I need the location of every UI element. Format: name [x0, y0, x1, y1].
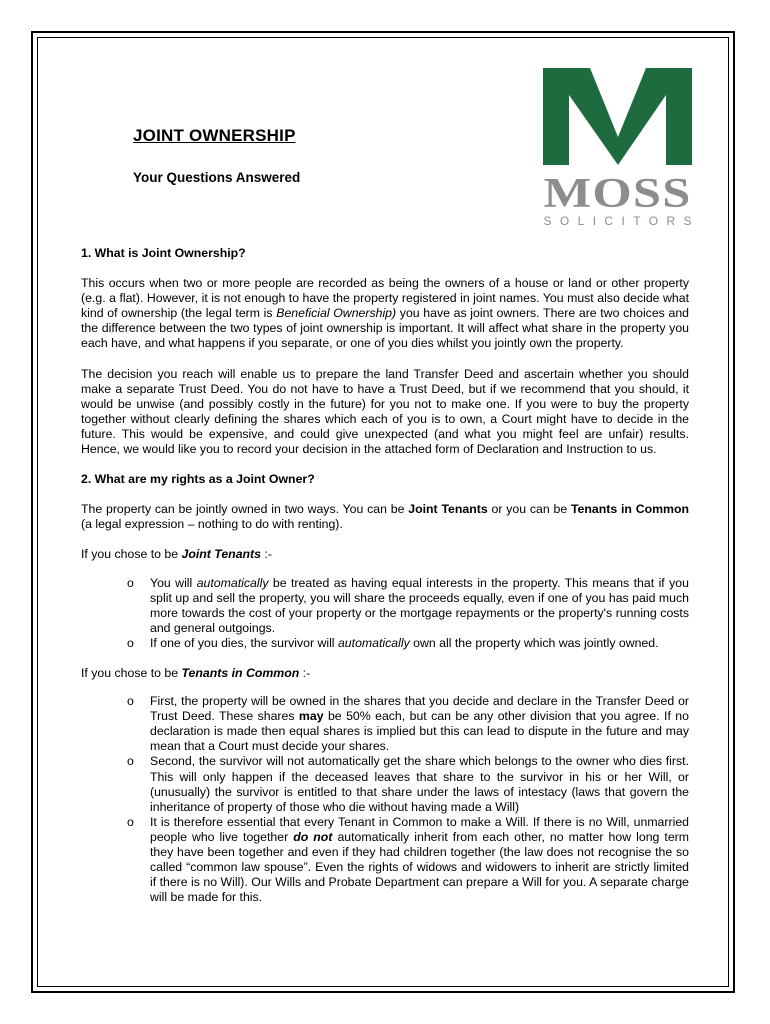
beneficial-ownership-term: Beneficial Ownership): [276, 306, 397, 321]
logo-tagline-text: SOLICITORS: [543, 214, 692, 228]
joint-tenants-list: [81, 576, 689, 651]
section-1-paragraph-2: The decision you reach will enable us to prepare the land Transfer Deed and ascertain whether you should make a separate Trust Deed. You do not have to have a Trust Deed, but if we recommend that you should, it would be unwise (and possibly costly in the future) for you not to make one. If you were to buy the property together without clearly defining the shares which each of you is to own, a Court might have to decide in the future. This would be expensive, and could give unexpected (and what you might feel are unfair) results. Hence, we would like you to record your decision in the attached form of Declaration and Instruction to us.: [81, 366, 689, 457]
list-item: o It is therefore essential that every Tenant in Common to make a Will. If there is no Will, unmarried people who live together do not automatically inherit from each other, no matter how long term they have been together and even if they had children together (the law does not recognise the so called “common law spouse”. Even the rights of widows and widowers to inherit are strictly limited if there is no Will). Our Wills and Probate Department can prepare a Will for you. A separate charge will be made for this.: [127, 814, 689, 905]
tenants-in-common-lead: If you chose to be Tenants in Common :-: [81, 665, 311, 680]
section-2-intro: The property can be jointly owned in two ways. You can be Joint Tenants or you can be Tenants in Common (a legal expression – nothing to do with renting).: [81, 502, 689, 532]
document-body: [81, 246, 689, 920]
section-2-heading: 2. What are my rights as a Joint Owner?: [81, 472, 315, 487]
list-item: o First, the property will be owned in the shares that you decide and declare in the Transfer Deed or Trust Deed. These shares may be 50% each, but can be any other division that you agree. If no declaration is made then equal shares is implied but this can lead to dispute in the future and may mean that a Court must decide your shares.: [127, 694, 689, 754]
list-item: o If one of you dies, the survivor will automatically own all the property which was jointly owned.: [127, 635, 659, 650]
tenants-in-common-list: [81, 694, 689, 905]
moss-solicitors-logo: [540, 65, 695, 230]
logo-brand-text: MOSS: [543, 171, 692, 217]
page-subtitle: Your Questions Answered: [133, 170, 301, 185]
list-item: o You will automatically be treated as having equal interests in the property. This means that if you split up and sell the property, you will share the proceeds equally, even if one of you has paid much more towards the cost of your property or the mortgage repayments or the property's running costs and general outgoings.: [127, 575, 689, 635]
section-1-heading: 1. What is Joint Ownership?: [81, 246, 246, 260]
joint-tenants-lead: If you chose to be Joint Tenants :-: [81, 547, 272, 562]
logo-m-mark: [543, 68, 692, 165]
page-title: JOINT OWNERSHIP: [133, 126, 296, 145]
list-item: o Second, the survivor will not automatically get the share which belongs to the owner who dies first. This will only happen if the deceased leaves that share to the survivor in his or her Will, or (unusually) the survivor is entitled to that share under the laws of intestacy (laws that govern the inheritance of property of those who die without having made a Will): [127, 754, 689, 814]
section-1-paragraph-1: This occurs when two or more people are recorded as being the owners of a house or land or other property (e.g. a flat). However, it is not enough to have the property registered in joint names. You must also decide what kind of ownership (the legal term is Beneficial Ownership) you have as joint owners. There are two choices and the difference between the two types of joint ownership is important. It will affect what share in the property you each have, and what happens if you separate, or one of you dies whilst you jointly own the property.: [81, 276, 690, 351]
